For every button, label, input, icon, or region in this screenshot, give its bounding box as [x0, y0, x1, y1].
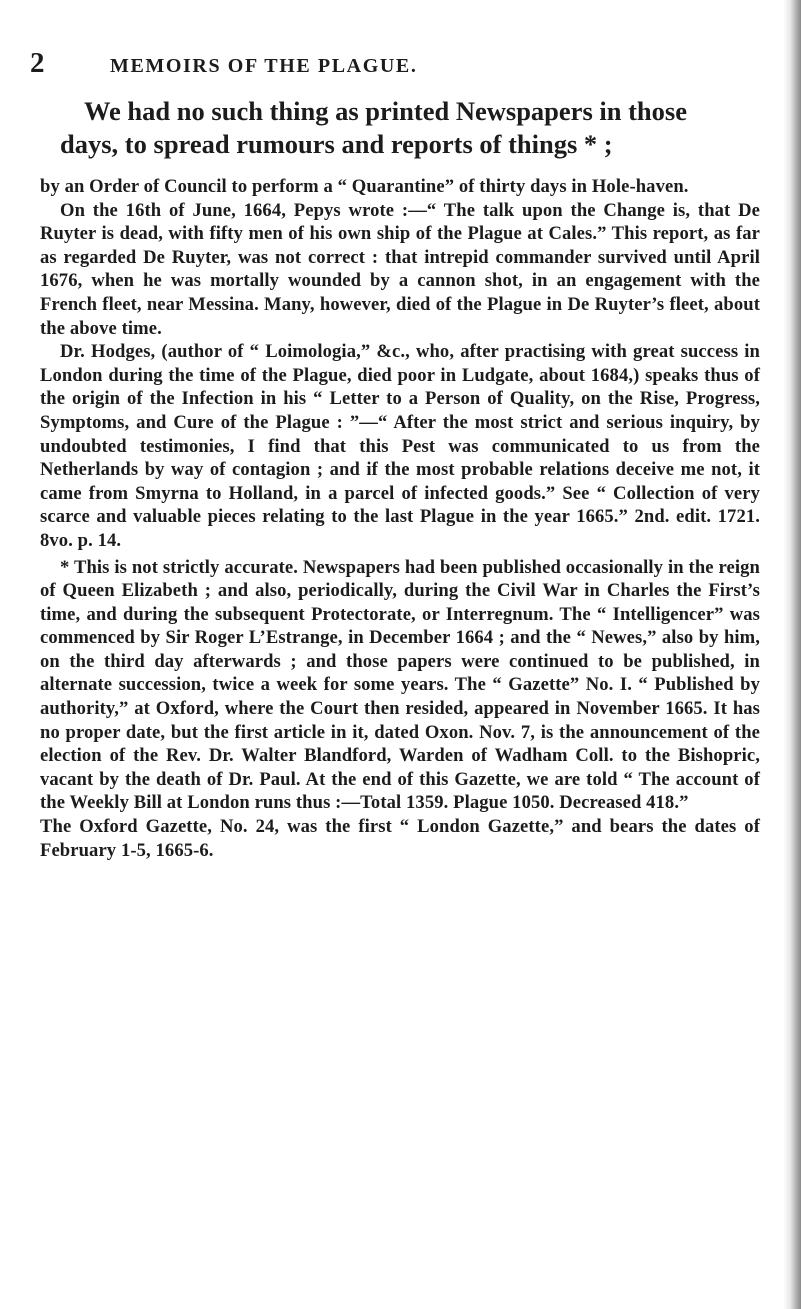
note-paragraph: On the 16th of June, 1664, Pepys wrote :—“ The talk upon the Change is, that De Ruyter is dead, with fifty men of his own ship of the Plague at Cales.” This report, as far as regarded De Ruyter, was not correct : that intrepid commander survived until April 1676, when he was mortally wounded by a cannon shot, in an engagement with the French fleet, near Messina. Many, however, died of the Plague in De Ruyter’s fleet, about the above time. [40, 199, 760, 339]
page-number: 2 [30, 47, 45, 79]
main-text: We had no such thing as printed Newspapers in those days, to spread rumours and reports of things * ; [60, 96, 687, 159]
footnote-paragraph: * This is not strictly accurate. Newspapers had been published occasionally in the reign of Queen Elizabeth ; and also, periodically, during the Civil War in Charles the First’s time, and during the subsequent Protectorate, or Interregnum. The “ Intelligencer” was commenced by Sir Roger L’Estrange, in December 1664 ; and the “ Newes,” also by him, on the third day afterwards ; and those papers were continued to be published, in alternate succession, twice a week for some years. The “ Gazette” No. I. “ Published by authority,” at Oxford, where the Court then resided, appeared in November 1665. It has no proper date, but the first article in it, dated Oxon. Nov. 7, is the announcement of the election of the Rev. Dr. Walter Blandford, Warden of Wadham Coll. to the Bishopric, vacant by the death of Dr. Paul. At the end of this Gazette, we are told “ The account of the Weekly Bill at London runs thus :—Total 1359. Plague 1050. Decreased 418.” [40, 556, 760, 814]
note-paragraph: Dr. Hodges, (author of “ Loimologia,” &c., who, after practising with great success in London during the time of the Plague, died poor in Ludgate, about 1684,) speaks thus of the origin of the Infection in his “ Letter to a Person of Quality, on the Rise, Progress, Symptoms, and Cure of the Plague : ”—“ After the most strict and serious inquiry, by undoubted testimonies, I find that this Pest was communicated to us from the Netherlands by way of contagion ; and if the most probable relations deceive me not, it came from Smyrna to Holland, in a parcel of infected goods.” See “ Collection of very scarce and valuable pieces relating to the last Plague in the year 1665.” 2nd. edit. 1721. 8vo. p. 14. [40, 341, 760, 551]
running-head: MEMOIRS OF THE PLAGUE. [110, 55, 418, 77]
notes-section [40, 175, 760, 862]
note-paragraph: by an Order of Council to perform a “ Quarantine” of thirty days in Hole-haven. [40, 176, 689, 197]
footnote-paragraph: The Oxford Gazette, No. 24, was the first “ London Gazette,” and bears the dates of February 1-5, 1665-6. [40, 816, 760, 861]
page-edge [783, 0, 801, 1309]
